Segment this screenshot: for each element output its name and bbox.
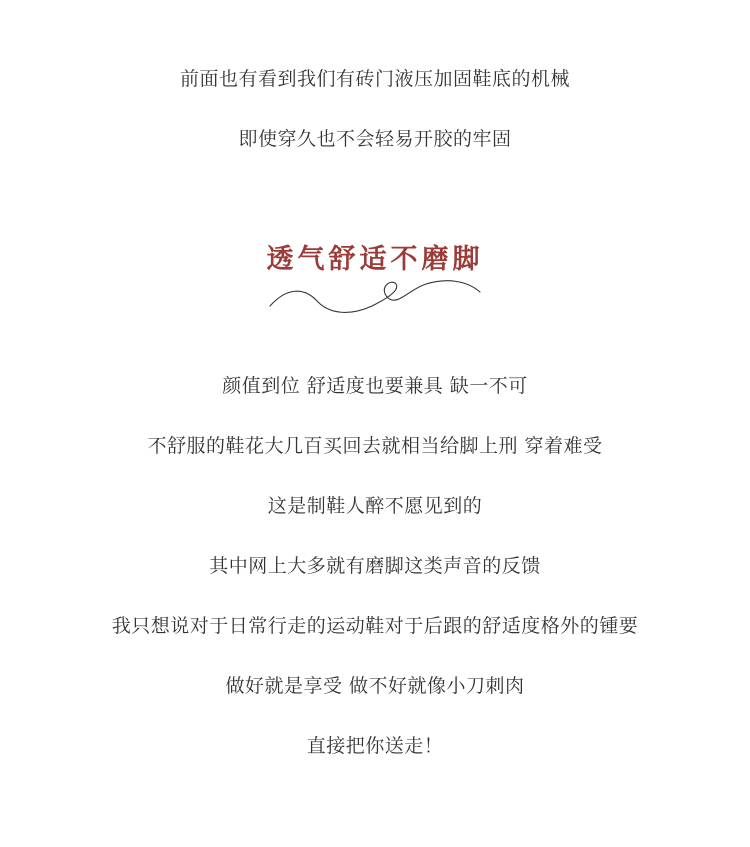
section-heading: 透气舒适不磨脚 <box>266 244 484 275</box>
swirl-stroke <box>270 281 480 313</box>
paragraph-line-2: 不舒服的鞋花大几百买回去就相当给脚上刑 穿着难受 <box>147 435 603 457</box>
paragraph-line-6: 做好就是享受 做不好就像小刀刺肉 <box>225 675 525 697</box>
intro-line-1: 前面也有看到我们有砖门液压加固鞋底的机械 <box>179 68 570 90</box>
swirl-divider-icon <box>268 276 482 320</box>
intro-line-2: 即使穿久也不会轻易开胶的牢固 <box>238 128 512 150</box>
paragraph-line-3: 这是制鞋人醉不愿见到的 <box>267 495 483 517</box>
paragraph-line-5: 我只想说对于日常行走的运动鞋对于后跟的舒适度格外的锺要 <box>111 615 639 637</box>
paragraph-line-4: 其中网上大多就有磨脚这类声音的反馈 <box>209 555 541 577</box>
paragraph-line-7: 直接把你送走！ <box>306 735 444 757</box>
paragraph-line-1: 颜值到位 舒适度也要兼具 缺一不可 <box>222 375 528 397</box>
